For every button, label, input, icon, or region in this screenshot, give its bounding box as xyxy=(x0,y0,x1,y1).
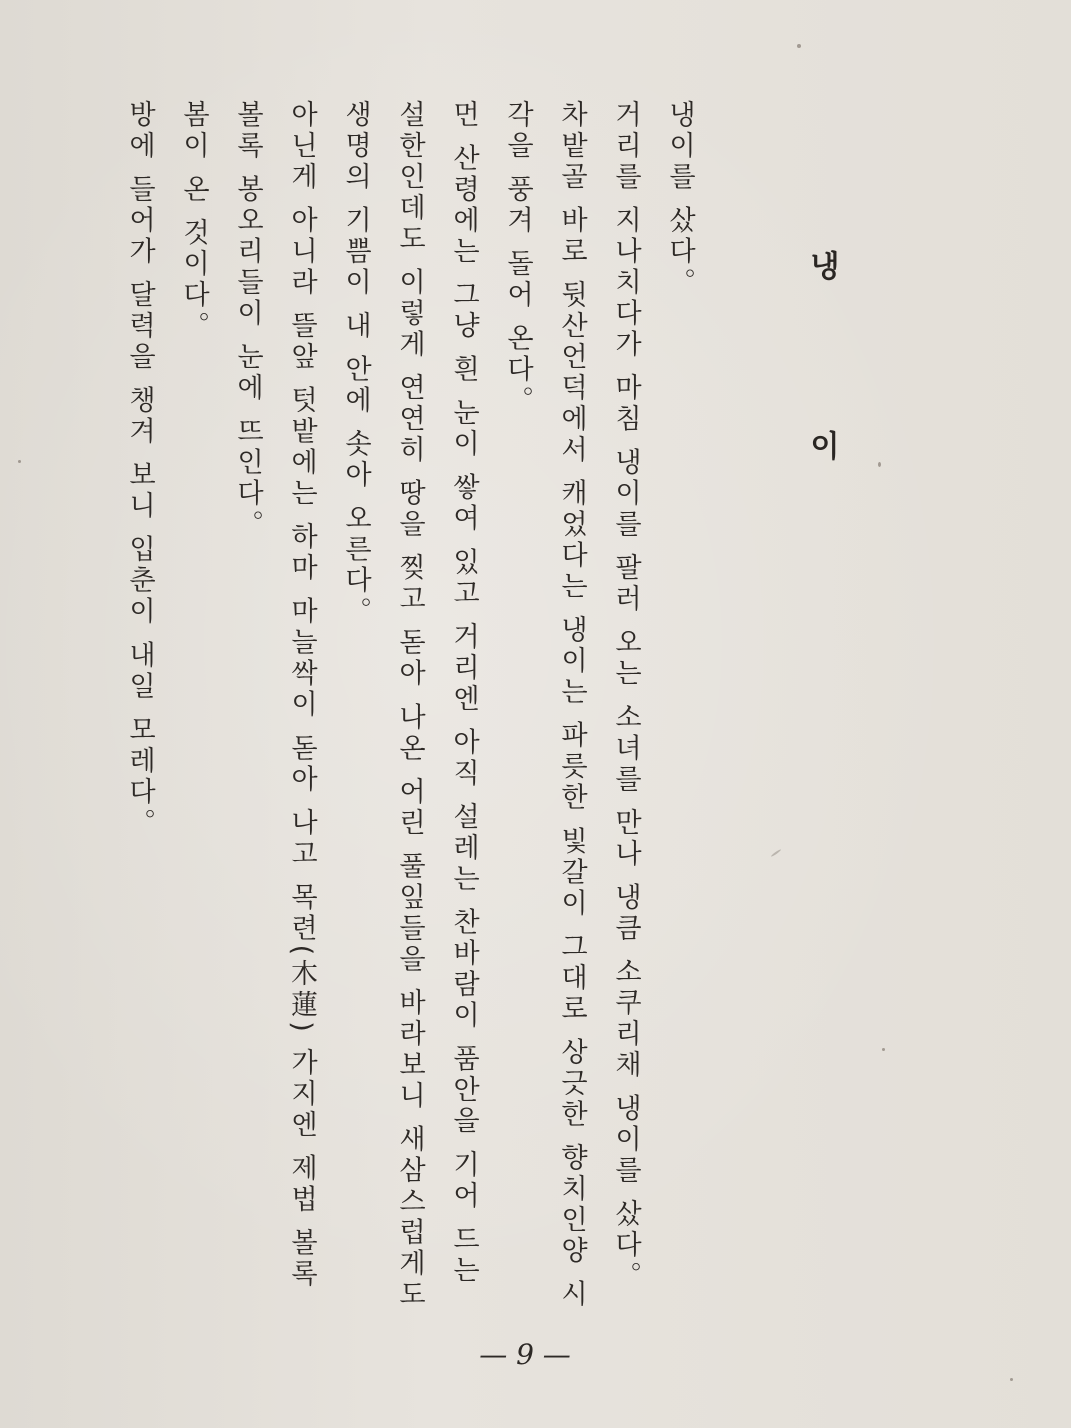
paragraph: 아닌게 아니라 뜰앞 텃밭에는 하마 마늘싹이 돋아 나고 목련(木蓮) 가지엔 제법 볼록 볼록 봉오리들이 눈에 뜨인다。 xyxy=(232,100,317,1291)
paragraph: 방에 들어가 달력을 챙겨 보니 입춘이 내일 모레다。 xyxy=(124,100,155,840)
page-number: — 9 — xyxy=(479,1338,571,1371)
paragraph: 냉이를 샀다。 xyxy=(664,100,695,299)
paper-speck xyxy=(878,462,881,467)
paper-speck xyxy=(882,1048,885,1051)
paragraph: 먼 산령에는 그냥 흰 눈이 쌓여 있고 거리엔 아직 설레는 찬바람이 품안을 기어 드는 설한인데도 이렇게 연연히 땅을 찢고 돋아 나온 어린 풀잎들을 바라보니 새삼스럽게도 생명의 기쁨이 내 안에 솟아 오른다。 xyxy=(340,100,479,1311)
essay-body xyxy=(112,100,706,1330)
paragraph: 거리를 지나치다가 마침 냉이를 팔러 오는 소녀를 만나 냉큼 소쿠리채 냉이를 샀다。 xyxy=(610,100,641,1293)
paragraph: 차밭골 바로 뒷산언덕에서 캐었다는 냉이는 파릇한 빛갈이 그대로 상긋한 향치인양 시각을 풍겨 돌어 온다。 xyxy=(502,100,587,1311)
essay-title: 냉이 xyxy=(804,250,839,610)
paper-speck xyxy=(18,460,21,463)
paper-speck xyxy=(771,849,782,858)
paragraph: 봄이 온 것이다。 xyxy=(178,100,209,343)
paper-speck xyxy=(1010,1378,1013,1381)
paper-speck xyxy=(797,44,801,48)
